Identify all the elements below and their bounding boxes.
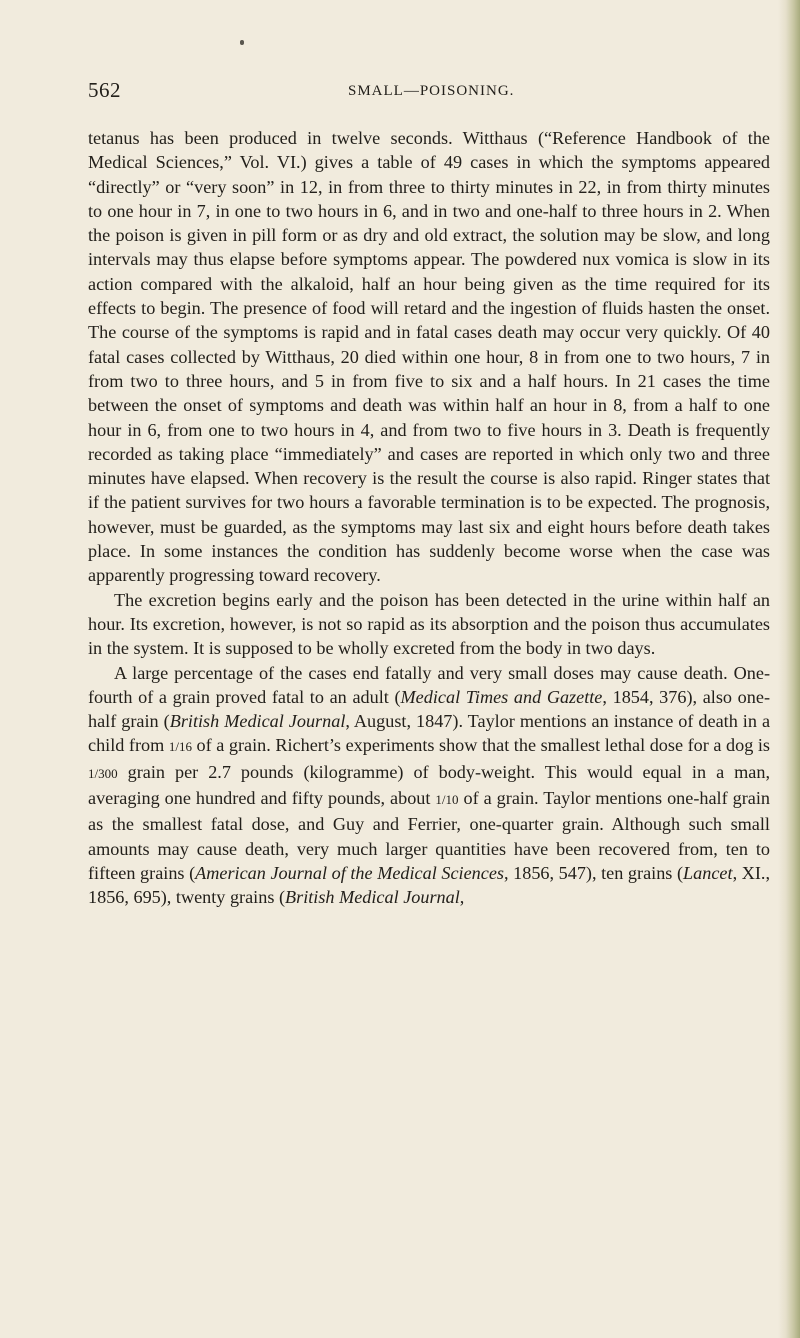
citation-title: British Medical Journal <box>285 887 460 908</box>
paragraph <box>88 126 770 588</box>
fraction: 1/10 <box>435 792 459 808</box>
text-run: grain per 2.7 pounds (kilogramme) of body-weight. This would equal in a man, averaging one hundred and fifty pounds, about <box>88 761 770 809</box>
paragraph <box>88 588 770 661</box>
text-run: , August, 1847). Taylor mentions an instance of death in a child from <box>88 711 771 756</box>
text-run: tetanus has been produced in twelve seconds. Witthaus (“Reference Handbook of the Medical Sciences,” Vol. VI.) gives a table of 49 cases in which the symptoms appeared “directly” or “very soon” in 12, in from three to thirty minutes in 22, in from thirty minutes to one hour in 7, in one to two hours in 6, and in two and one-half to three hours in 2. When the poison is given in pill form or as dry and old extract, the solution may be slow, and long intervals may thus elapse before symptoms appear. The powdered nux vomica is slow in its action compared with the alkaloid, half an hour being given as the time required for its effects to begin. The presence of food will retard and the ingestion of fluids hasten the onset. The course of the symptoms is rapid and in fatal cases death may occur very quickly. Of 40 fatal cases collected by Witthaus, 20 died within one hour, 8 in from one to two hours, 7 in from two to three hours, and 5 in from five to six and a half hours. In 21 cases the time between the onset of symptoms and death was within half an hour in 8, from a half to one hour in 6, from one to two hours in 4, and from two to five hours in 3. Death is frequently recorded as taking place “immediately” and cases are reported in which only two and three minutes have elapsed. When recovery is the result the course is also rapid. Ringer states that if the patient survives for two hours a favorable termination is to be expected. The prognosis, however, must be guarded, as the symptoms may last six and eight hours before death takes place. In some instances the condition has suddenly become worse when the case was apparently progressing toward recovery. <box>88 128 770 586</box>
text-run: of a grain. Richert’s experiments show that the smallest lethal dose for a dog is <box>191 735 770 756</box>
paragraph <box>88 661 770 910</box>
page-number: 562 <box>88 78 121 102</box>
text-run: A large percentage of the cases end fatally and very small doses may cause death. One-fourth of a grain proved fatal to an adult ( <box>88 662 770 707</box>
citation-title: Lancet <box>683 862 733 883</box>
citation-title: British Medical Journal <box>169 711 346 732</box>
text-run: of a grain. Taylor mentions one-half grain as the smallest fatal dose, and Guy and Ferrier, one-quarter grain. Although such small amounts may cause death, very much larger quantities have been recovered from, ten to fifteen grains ( <box>88 788 770 883</box>
citation-title: American Journal of the Medical Sciences <box>195 862 504 883</box>
text-run: , XI., 1856, 695), twenty grains ( <box>88 862 770 908</box>
fraction: 1/300 <box>88 765 118 781</box>
text-run: , <box>459 887 465 908</box>
running-head: SMALL—POISONING. <box>348 83 515 99</box>
text-run: The excretion begins early and the poison has been detected in the urine within half an hour. Its excretion, however, is not so rapid as its absorption and the poison thus accumulates in the system. It is supposed to be wholly excreted from the body in two days. <box>88 589 770 659</box>
page-header <box>88 78 768 108</box>
fraction: 1/16 <box>168 739 192 755</box>
citation-title: Medical Times and Gazette <box>400 686 603 707</box>
text-run: , 1856, 547), ten grains ( <box>503 862 684 883</box>
text-run: , 1854, 376), also one-half grain ( <box>88 686 770 732</box>
body-text <box>88 126 770 910</box>
ink-speck <box>240 40 244 45</box>
page-edge <box>778 0 800 1338</box>
